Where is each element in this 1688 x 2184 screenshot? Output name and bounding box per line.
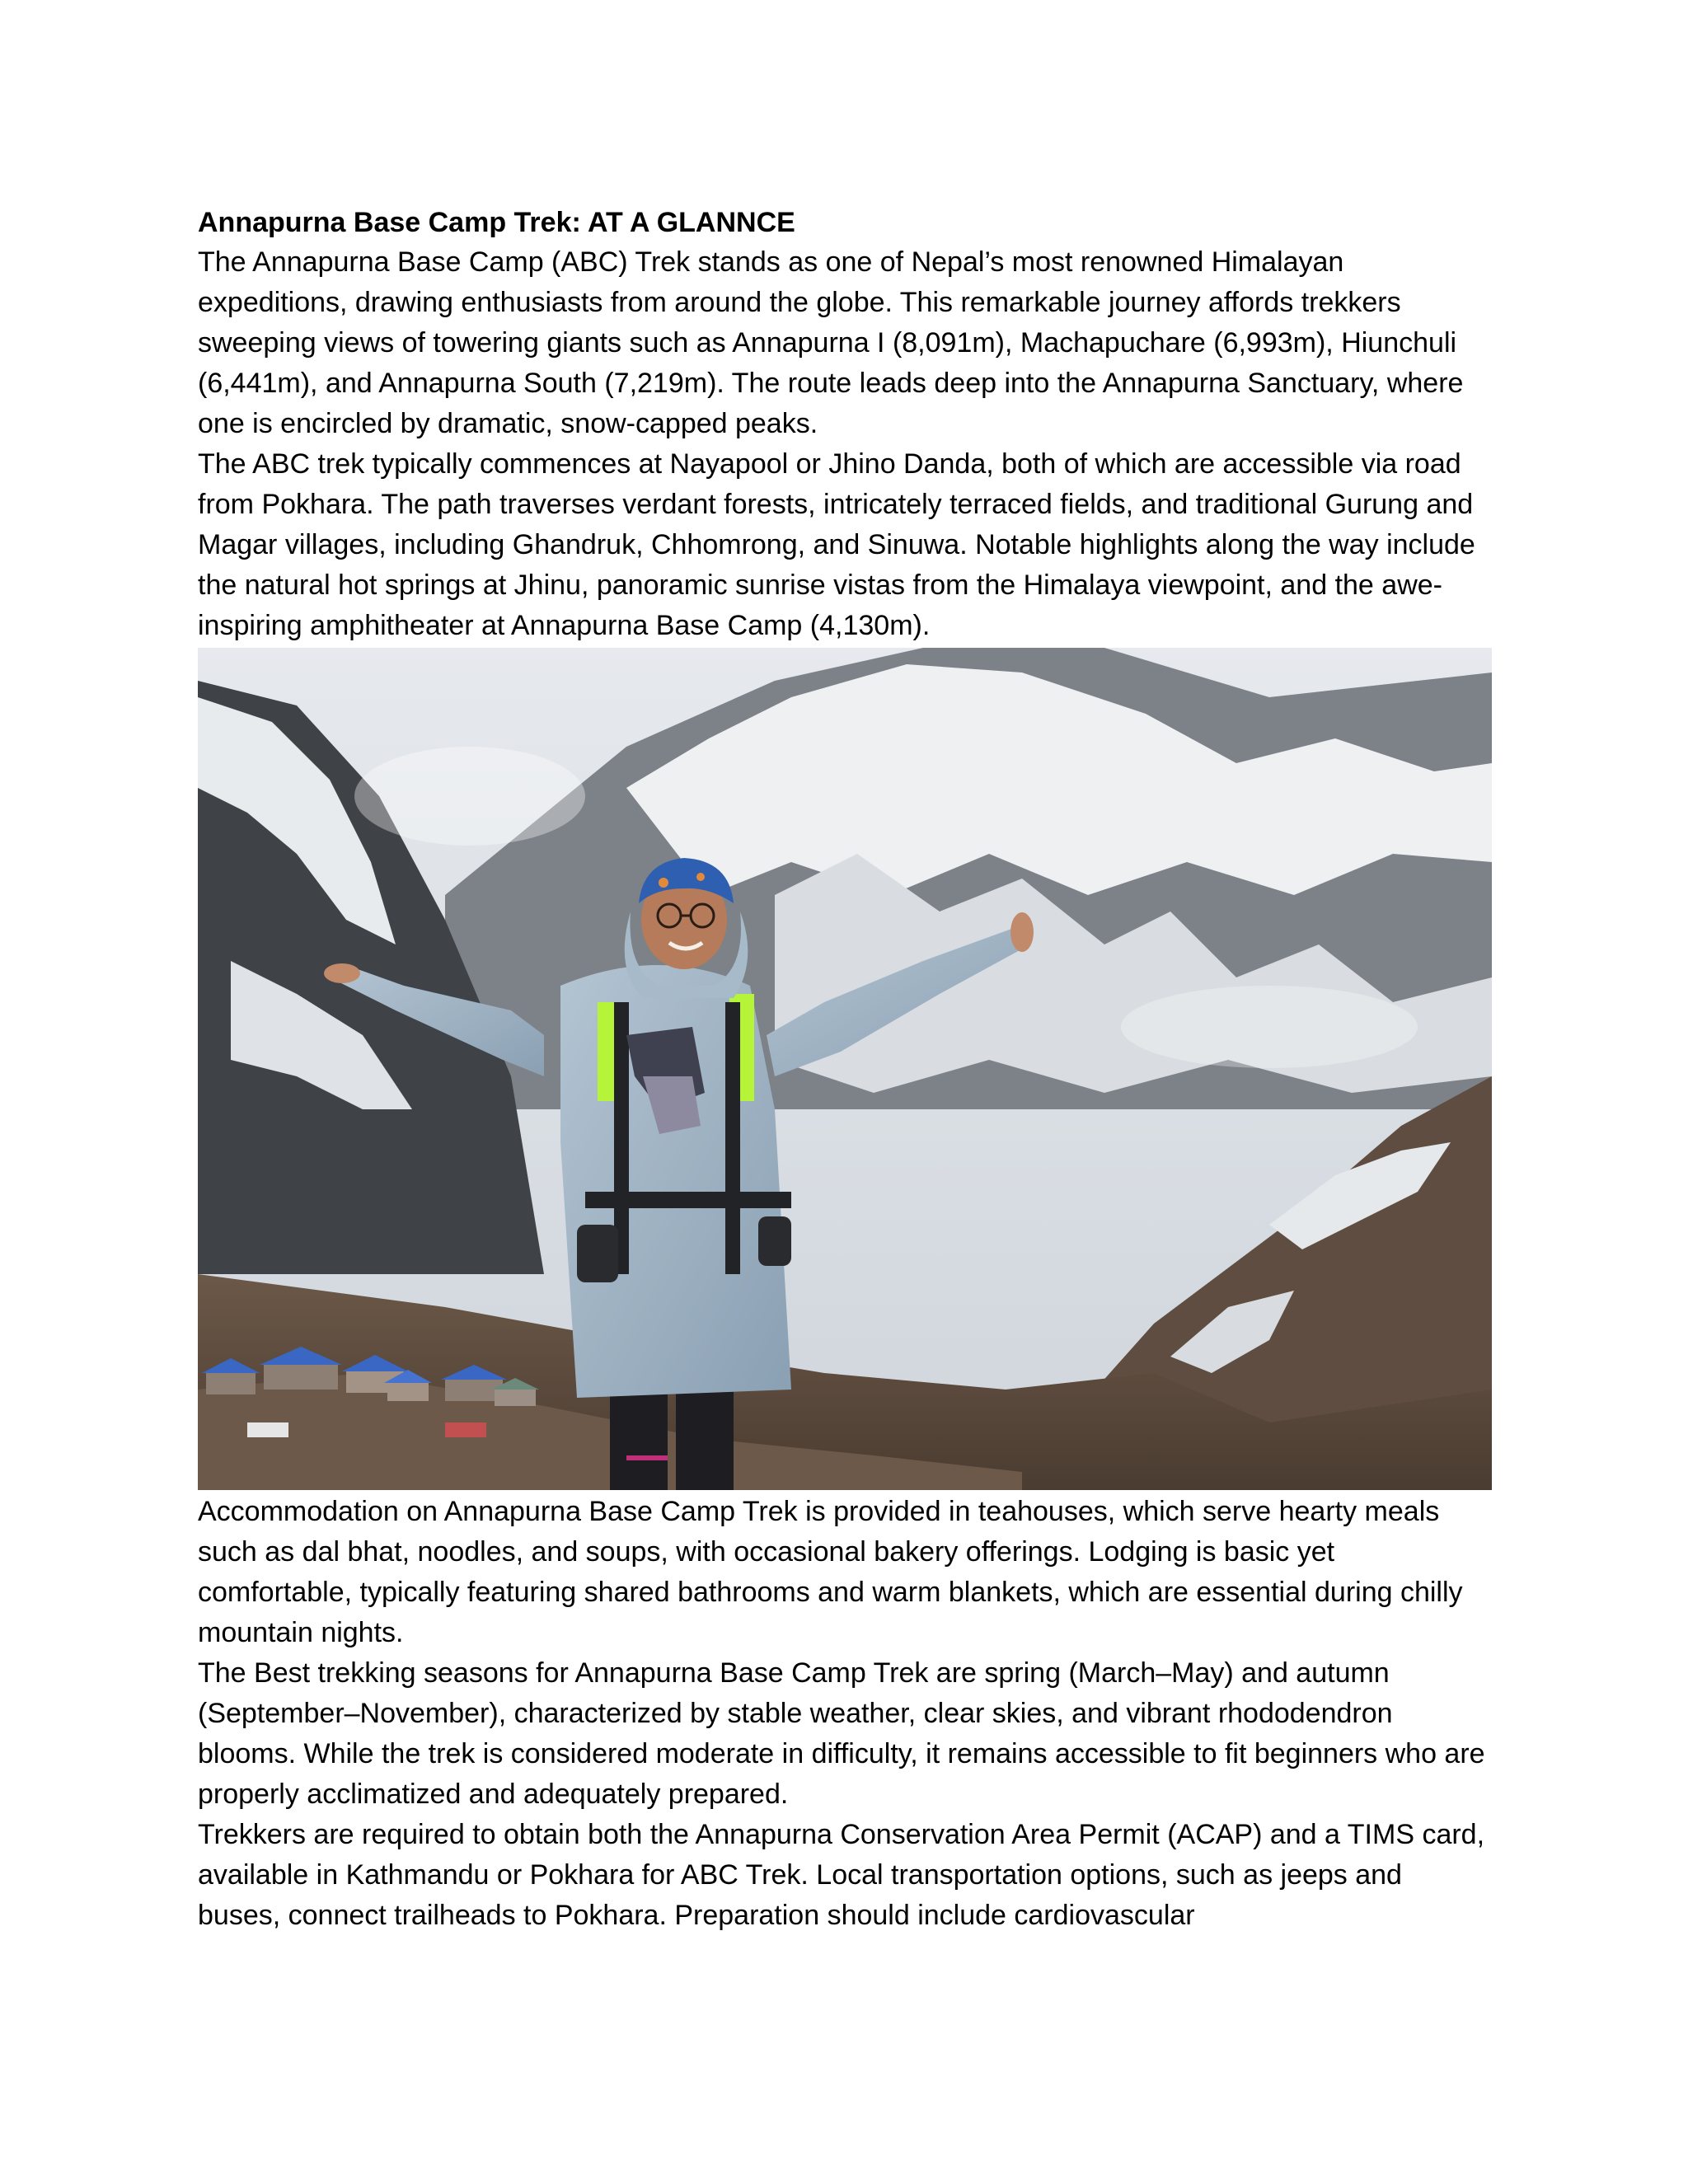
paragraph-permits: Trekkers are required to obtain both the Annapurna Conservation Area Permit (ACAP) and a TIMS card, available in Kathmandu or Pokhara for ABC Trek. Local transportation options, such as jeeps and buses, connect trailheads to Pokhara. Preparation should include cardiovascular [198, 1819, 1485, 1931]
paragraph-intro: The Annapurna Base Camp (ABC) Trek stands as one of Nepal’s most renowned Himalayan expeditions, drawing enthusiasts from around the globe. This remarkable journey affords trekkers sweeping views of towering giants such as Annapurna I (8,091m), Machapuchare (6,993m), Hiunchuli (6,441m), and Annapurna South (7,219m). The route leads deep into the Annapurna Sanctuary, where one is encircled by dramatic, snow-capped peaks. [198, 246, 1464, 439]
document-page [198, 203, 1492, 1936]
paragraph-route: The ABC trek typically commences at Nayapool or Jhino Danda, both of which are accessible via road from Pokhara. The path traverses verdant forests, intricately terraced fields, and traditional Gurung and Magar villages, including Ghandruk, Chhomrong, and Sinuwa. Notable highlights along the way include the natural hot springs at Jhinu, panoramic sunrise vistas from the Himalaya viewpoint, and the awe-inspiring amphitheater at Annapurna Base Camp (4,130m). [198, 448, 1475, 641]
paragraph-accommodation: Accommodation on Annapurna Base Camp Trek is provided in teahouses, which serve hearty meals such as dal bhat, noodles, and soups, with occasional bakery offerings. Lodging is basic yet comfortable, typically featuring shared bathrooms and warm blankets, which are essential during chilly mountain nights. [198, 1496, 1463, 1648]
trekker-photo [198, 648, 1492, 1490]
document-title: Annapurna Base Camp Trek: AT A GLANNCE [198, 207, 795, 238]
paragraph-seasons: The Best trekking seasons for Annapurna Base Camp Trek are spring (March–May) and autumn (September–November), characterized by stable weather, clear skies, and vibrant rhododendron blooms. While the trek is considered moderate in difficulty, it remains accessible to fit beginners who are properly acclimatized and adequately prepared. [198, 1657, 1485, 1810]
